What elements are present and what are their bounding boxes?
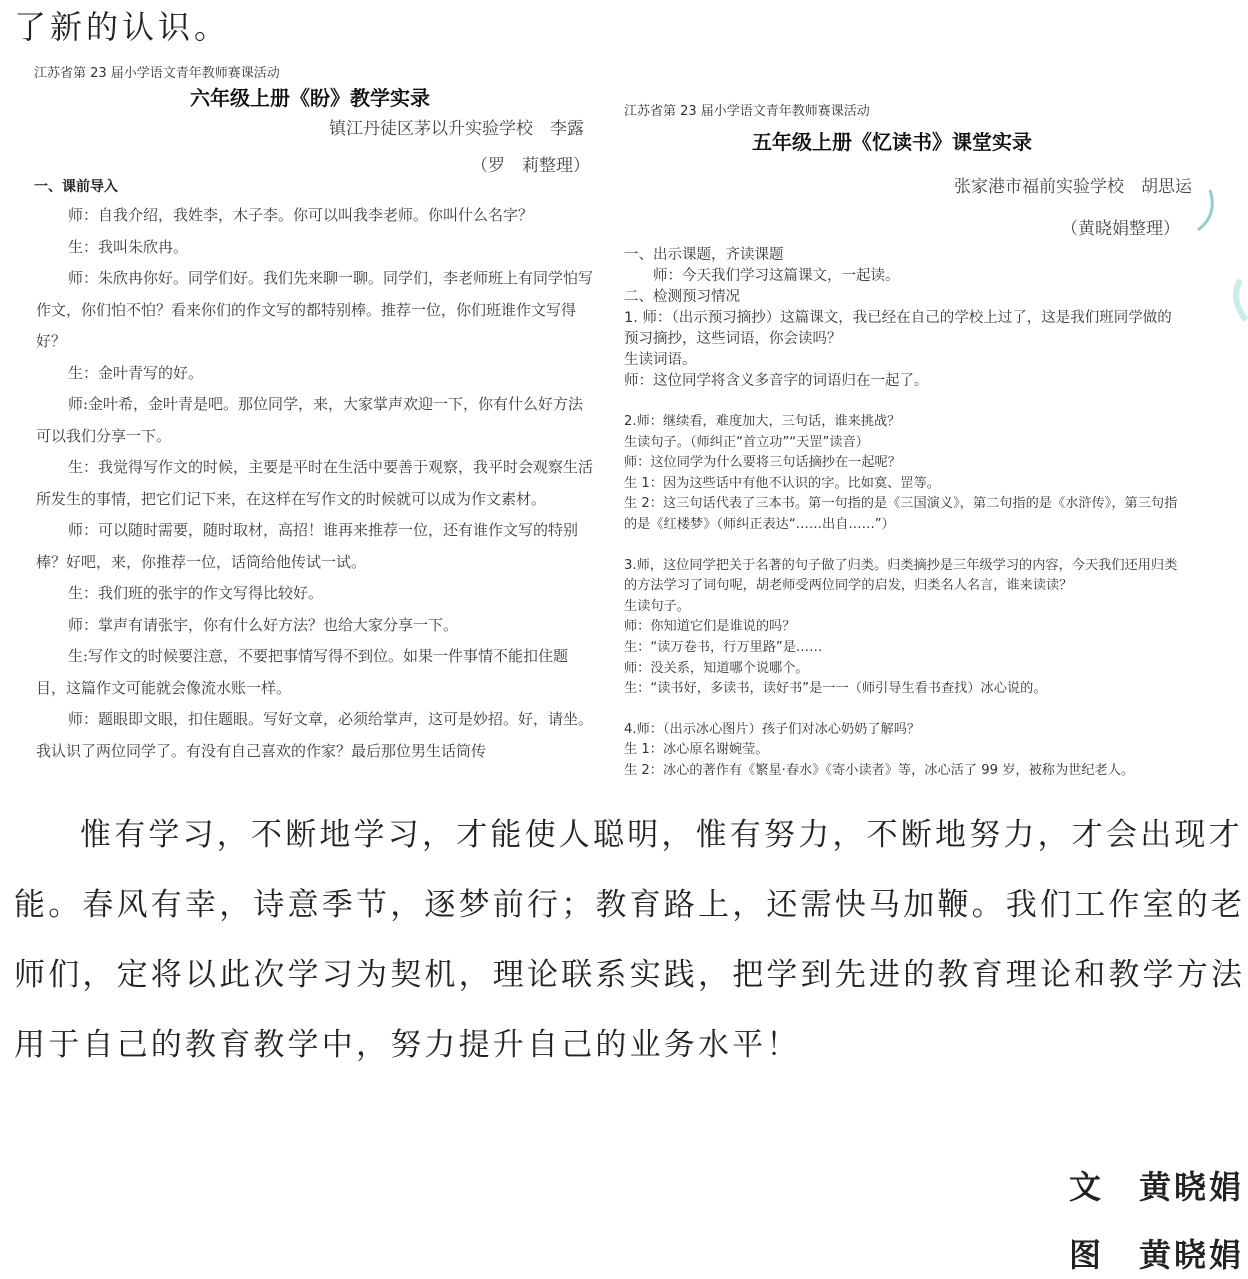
right-doc-line: 1. 师：（出示预习摘抄）这篇课文，我已经在自己的学校上过了，这是我们班同学做的预习摘抄，这些词语，你会读吗？: [624, 310, 1172, 347]
right-doc-line: 4.师：（出示冰心图片）孩子们对冰心奶奶了解吗？: [624, 721, 921, 737]
leaf-stroke: [1198, 190, 1212, 230]
left-doc-paragraph: 生:写作文的时候要注意，不要把事情写得不到位。如果一件事情不能扣住题目，这篇作文可能就会像流水账一样。: [36, 647, 569, 697]
right-doc-line: 生 2：冰心的著作有《繁星·春水》《寄小读者》等，冰心活了 99 岁，被称为世纪老人。: [624, 762, 1135, 778]
left-doc-paragraph: 师：题眼即文眼，扣住题眼。写好文章，必须给掌声，这可是妙招。好，请坐。我认识了两位同学了。有没有自己喜欢的作家？最后那位男生话筒传: [36, 710, 594, 760]
right-doc-line: 3.师，这位同学把关于名著的句子做了归类。归类摘抄是三年级学习的内容，今天我们还用归类的方法学习了词句呢，胡老师受两位同学的启发，归类名人名言，谁来读读？: [624, 557, 1178, 594]
right-doc-line: 师：这位同学将含义多音字的词语归在一起了。: [624, 373, 929, 389]
right-doc-line: 2.师：继续看，难度加大，三句话，谁来挑战？: [624, 414, 901, 429]
preceding-paragraph-end: 了新的认识。: [14, 8, 231, 46]
closing-paragraph: [14, 800, 1248, 1080]
left-doc-paragraph: 生：金叶青写的好。: [68, 363, 204, 382]
left-doc-paragraph: 师：可以随时需要，随时取材，高招！谁再来推荐一位，还有谁作文写的特别棒？好吧，来，你推荐一位，话筒给他传试一试。: [36, 521, 579, 571]
right-doc-line: 师：这位同学为什么要将三句话摘抄在一起呢？: [624, 455, 901, 471]
left-doc-editor: （罗 莉整理）: [471, 156, 590, 176]
right-doc-header: 江苏省第 23 届小学语文青年教师赛课活动: [624, 104, 870, 119]
left-doc-paragraph: 师：自我介绍，我姓李，木子李。你可以叫我李老师。你叫什么名字？: [68, 206, 534, 224]
left-doc-paragraph: 师：掌声有请张宇，你有什么好方法？也给大家分享一下。: [68, 615, 459, 634]
right-doc-line: 生读词语。: [624, 352, 697, 368]
decorative-leaf-icon: [1190, 170, 1248, 340]
left-doc-school: 镇江丹徒区茅以升实验学校 李露: [329, 119, 584, 139]
text-author-credit: 文 黄晓娟: [1068, 1168, 1244, 1206]
image-author-credit: 图 黄晓娟: [1068, 1236, 1244, 1274]
closing-paragraph-text: 惟有学习，不断地学习，才能使人聪明，惟有努力，不断地努力，才会出现才能。春风有幸，诗意季节，逐梦前行；教育路上，还需快马加鞭。我们工作室的老师们，定将以此次学习为契机，理论联系实践，把学到先进的教育理论和教学方法用于自己的教育教学中，努力提升自己的业务水平！: [14, 817, 1246, 1063]
right-doc-line: 生 1：冰心原名谢婉莹。: [624, 742, 769, 758]
left-doc-paragraph: 生：我叫朱欣冉。: [68, 237, 189, 256]
left-scanned-document: [10, 56, 608, 791]
right-doc-school: 张家港市福前实验学校 胡思运: [954, 177, 1192, 197]
right-doc-line: 师：你知道它们是谁说的吗？: [624, 619, 796, 635]
left-doc-body: [36, 200, 598, 767]
right-doc-line: 二、检测预习情况: [624, 289, 740, 305]
right-doc-line: 生：“读万卷书，行万里路”是……: [624, 639, 823, 655]
left-doc-title: 六年级上册《盼》教学实录: [190, 86, 430, 110]
right-doc-line: 生 2：这三句话代表了三本书。第一句指的是《三国演义》，第二句指的是《水浒传》，第三句指的是《红楼梦》（师纠正表达“……出自……”）: [624, 496, 1178, 532]
left-doc-paragraph: 师:金叶希，金叶青是吧。那位同学，来，大家掌声欢迎一下，你有什么好方法可以我们分享一下。: [36, 395, 584, 445]
right-doc-title: 五年级上册《忆读书》课堂实录: [752, 130, 1032, 154]
right-doc-body: [624, 245, 1184, 782]
left-doc-section-title: 一、课前导入: [34, 179, 118, 195]
leaf-stroke: [1236, 280, 1246, 320]
right-doc-line: 生 1：因为这些话中有他不认识的字。比如寞、罡等。: [624, 475, 940, 491]
right-doc-line: 师：今天我们学习这篇课文，一起读。: [624, 268, 900, 284]
right-doc-line: 生读句子。: [624, 598, 690, 614]
left-doc-paragraph: 师：朱欣冉你好。同学们好。我们先来聊一聊。同学们，李老师班上有同学怕写作文，你们怕不怕？看来你们的作文写的都特别棒。推荐一位，你们班谁作文写得好？: [36, 269, 594, 350]
right-doc-line: 师：没关系，知道哪个说哪个。: [624, 660, 809, 676]
right-doc-line: 生读句子。（师纠正“首立功”“天罡”读音）: [624, 434, 869, 450]
right-doc-line: 一、出示课题，齐读课题: [624, 247, 784, 263]
right-doc-editor: （黄晓娟整理）: [1061, 219, 1180, 239]
right-doc-line: 生：“读书好，多读书，读好书”是一一（师引导生看书查找）冰心说的。: [624, 681, 1047, 697]
left-doc-header: 江苏省第 23 届小学语文青年教师赛课活动: [34, 66, 280, 81]
left-doc-paragraph: 生：我觉得写作文的时候，主要是平时在生活中要善于观察，我平时会观察生活所发生的事情，把它们记下来，在这样在写作文的时候就可以成为作文素材。: [36, 458, 594, 508]
right-scanned-document: [612, 94, 1202, 794]
left-doc-paragraph: 生：我们班的张宇的作文写得比较好。: [68, 584, 324, 602]
